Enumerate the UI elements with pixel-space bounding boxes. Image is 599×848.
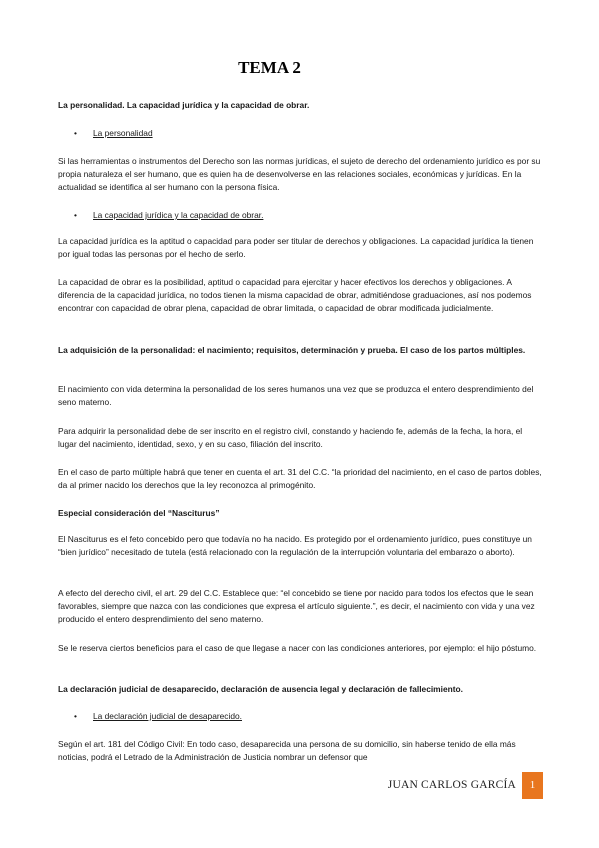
paragraph: La capacidad de obrar es la posibilidad, aptitud o capacidad para ejercitar y hacer efectivos los derechos y obligaciones. A diferencia de la capacidad jurídica, no todos tienen la misma capacidad de obrar, admitiéndose graduaciones, así nos podemos encontrar con capacidad de obrar plena, capacidad de obrar limitada, o capacidad de obrar modificada judicialmente. <box>58 277 532 313</box>
bullet-label: La capacidad jurídica y la capacidad de obrar. <box>93 210 264 220</box>
paragraph: En el caso de parto múltiple habrá que tener en cuenta el art. 31 del C.C. “la prioridad del nacimiento, en el caso de partos dobles, da al primer nacido los derechos que la ley reconozca al primogénito. <box>58 467 542 490</box>
paragraph: El nacimiento con vida determina la personalidad de los seres humanos una vez que se produzca el entero desprendimiento del seno materno. <box>58 384 534 407</box>
section-heading: Especial consideración del “Nasciturus” <box>58 508 220 518</box>
section-heading: La personalidad. La capacidad jurídica y la capacidad de obrar. <box>58 100 310 110</box>
paragraph: A efecto del derecho civil, el art. 29 del C.C. Establece que: “el concebido se tiene por nacido para todos los efectos que le sean favorables, siempre que nazca con las condiciones que expresa el artículo siguiente.”, es decir, el nacimiento con vida y una vez producido el entero desprendimiento del seno materno. <box>58 588 535 624</box>
page-title: TEMA 2 <box>238 58 301 77</box>
section-heading: La adquisición de la personalidad: el nacimiento; requisitos, determinación y prueba. El caso de los partos múltiples. <box>58 345 526 355</box>
paragraph: Se le reserva ciertos beneficios para el caso de que llegase a nacer con las condiciones anteriores, por ejemplo: el hijo póstumo. <box>58 643 537 653</box>
bullet-label: La personalidad <box>93 128 153 138</box>
bullet-item <box>74 127 534 140</box>
bullet-icon: • <box>74 711 77 721</box>
paragraph: Si las herramientas o instrumentos del Derecho son las normas jurídicas, el sujeto de derecho del ordenamiento jurídico es por su propia naturaleza el ser humano, que es quien ha de desenvolverse en las relaciones sociales, económicas y jurídicas. En la actualidad se identifica al ser humano con la persona física. <box>58 156 541 192</box>
paragraph: La capacidad jurídica es la aptitud o capacidad para poder ser titular de derechos y obligaciones. La capacidad jurídica la tienen por igual todas las personas por el hecho de serlo. <box>58 236 534 259</box>
paragraph: Según el art. 181 del Código Civil: En todo caso, desaparecida una persona de su domicilio, sin haberse tenido de ella más noticias, podrá el Letrado de la Administración de Justicia nombrar un defensor que <box>58 739 516 762</box>
bullet-icon: • <box>74 128 77 138</box>
bullet-item <box>74 710 534 723</box>
bullet-icon: • <box>74 210 77 220</box>
bullet-item <box>74 209 534 222</box>
section-heading: La declaración judicial de desaparecido, declaración de ausencia legal y declaración de fallecimiento. <box>58 684 463 694</box>
footer-author: JUAN CARLOS GARCÍA <box>387 779 516 791</box>
paragraph: El Nasciturus es el feto concebido pero que todavía no ha nacido. Es protegido por el ordenamiento jurídico, pues constituye un “bien jurídico” necesitado de tutela (está relacionado con la regulación de la interrupción voluntaria del embarazo o aborto). <box>58 534 532 557</box>
page-number-badge: 1 <box>522 772 543 799</box>
paragraph: Para adquirir la personalidad debe de ser inscrito en el registro civil, constando y haciendo fe, además de la fecha, la hora, el lugar del nacimiento, identidad, sexo, y en su caso, filiación del inscrito. <box>58 426 523 449</box>
bullet-label: La declaración judicial de desaparecido. <box>93 711 242 721</box>
